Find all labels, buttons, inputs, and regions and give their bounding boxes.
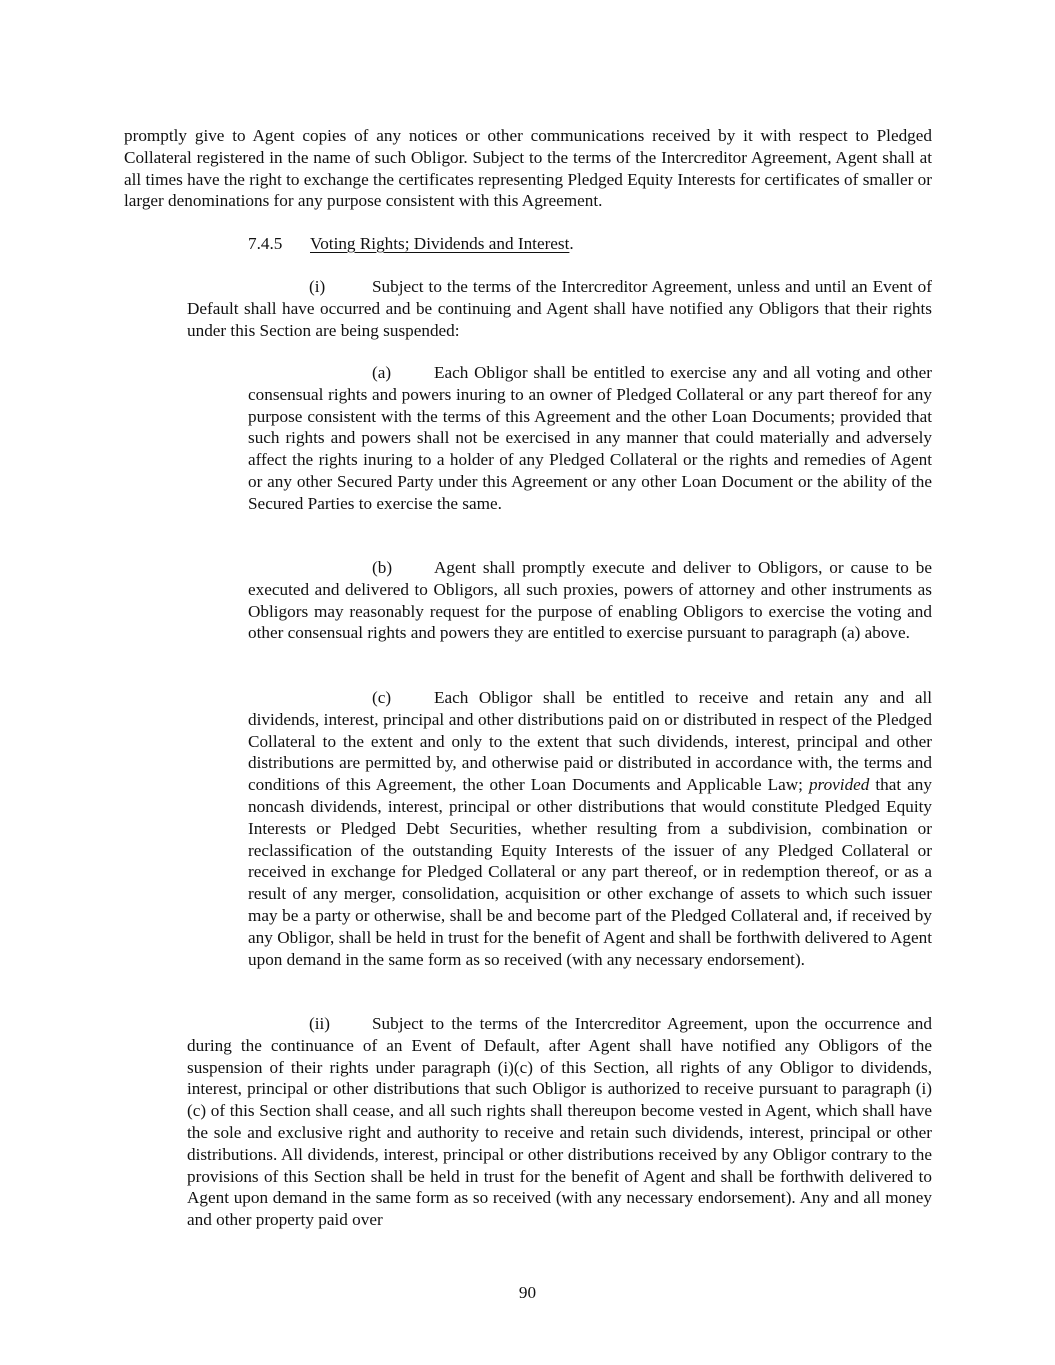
- paragraph-c-italic-provided: provided: [808, 775, 870, 795]
- intro-paragraph: [124, 125, 932, 212]
- paragraph-c-text-after: that any noncash dividends, interest, principal or other distributions that would constitute Pledged Equity Interests or Pledged Debt Securities, whether resulting from a subdivision, combination or reclassification of the outstanding Equity Interests of the issuer of any Pledged Collateral or received in exchange for Pledged Collateral or any part thereof, or in redemption thereof, or as a result of any merger, consolidation, acquisition or other exchange of assets to which such issuer may be a party or otherwise, shall be and become part of the Pledged Collateral and, if received by any Obligor, shall be held in trust for the benefit of Agent and shall be forthwith delivered to Agent upon demand in the same form as so received (with any necessary endorsement).: [248, 775, 932, 969]
- page-number: 90: [518, 1283, 537, 1302]
- paragraph-b-text: Agent shall promptly execute and deliver to Obligors, or cause to be executed and delivered to Obligors, all such proxies, powers of attorney and other instruments as Obligors may reasonably request for the purpose of enabling Obligors to exercise the voting and other consensual rights and powers they are entitled to exercise pursuant to paragraph (a) above.: [248, 558, 932, 643]
- paragraph-ii-label: (ii): [309, 1014, 330, 1033]
- paragraph-i: [187, 276, 932, 341]
- paragraph-b: [248, 557, 932, 644]
- section-number: 7.4.5: [248, 234, 283, 253]
- paragraph-ii: [187, 1013, 932, 1231]
- paragraph-b-label: (b): [372, 558, 393, 577]
- paragraph-i-text: Subject to the terms of the Intercreditor Agreement, unless and until an Event of Default shall have occurred and be continuing and Agent shall have notified any Obligors that their rights under this Section are being suspended:: [187, 277, 932, 340]
- paragraph-ii-text: Subject to the terms of the Intercreditor Agreement, upon the occurrence and during the continuance of an Event of Default, after Agent shall have notified any Obligors of the suspension of their rights under paragraph (i)(c) of this Section, all rights of any Obligor to dividends, interest, principal or other distributions that such Obligor is authorized to receive pursuant to paragraph (i)(c) of this Section shall cease, and all such rights shall thereupon become vested in Agent, which shall have the sole and exclusive right and authority to receive and retain such dividends, interest, principal or other distributions. All dividends, interest, principal or other distributions received by any Obligor contrary to the provisions of this Section shall be held in trust for the benefit of Agent and shall be forthwith delivered to Agent upon demand in the same form as so received (with any necessary endorsement). Any and all money and other property paid over: [187, 1014, 932, 1230]
- paragraph-c-label: (c): [372, 688, 392, 707]
- section-heading: [248, 233, 932, 255]
- intro-text: promptly give to Agent copies of any notices or other communications received by it with respect to Pledged Collateral registered in the name of such Obligor. Subject to the terms of the Intercreditor Agreement, Agent shall at all times have the right to exchange the certificates representing Pledged Equity Interests for certificates of smaller or larger denominations for any purpose consistent with this Agreement.: [124, 126, 932, 211]
- paragraph-i-label: (i): [309, 277, 326, 296]
- paragraph-a-text: Each Obligor shall be entitled to exercise any and all voting and other consensual rights and powers inuring to an owner of Pledged Collateral or any part thereof for any purpose consistent with the terms of this Agreement and the other Loan Documents; provided that such rights and powers shall not be exercised in any manner that could materially and adversely affect the rights inuring to a holder of any Pledged Collateral or the rights and remedies of Agent or any other Secured Party under this Agreement or any other Loan Document or the ability of the Secured Parties to exercise the same.: [248, 363, 932, 513]
- paragraph-c: [248, 687, 932, 970]
- paragraph-c-text-before: Each Obligor shall be entitled to receive and retain any and all dividends, interest, principal and other distributions paid on or distributed in respect of the Pledged Collateral to the extent and only to the extent that such dividends, interest, principal and other distributions are permitted by, and otherwise paid or distributed in accordance with, the terms and conditions of this Agreement, the other Loan Documents and Applicable Law;: [248, 688, 932, 795]
- section-title-period: .: [569, 234, 574, 253]
- paragraph-a: [248, 362, 932, 515]
- section-title: Voting Rights; Dividends and Interest: [310, 234, 570, 253]
- paragraph-a-label: (a): [372, 363, 392, 382]
